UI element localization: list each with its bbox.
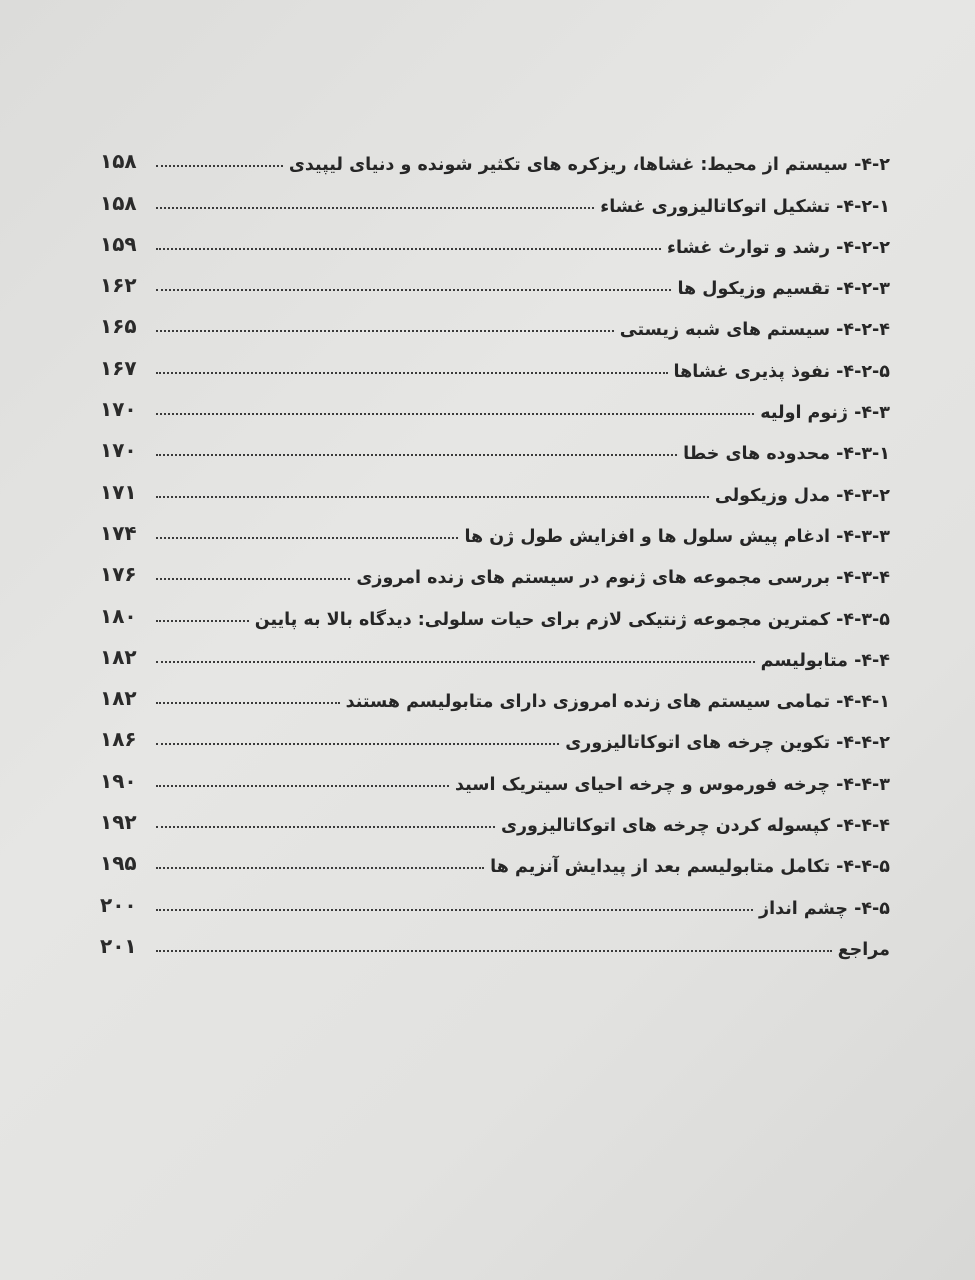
toc-page-number: ۱۹۰ (100, 768, 137, 793)
toc-entry (100, 636, 890, 677)
toc-entry (100, 553, 890, 594)
toc-dot-leader (156, 330, 614, 332)
toc-entry-title: ۴-۳- ژنوم اولیه (760, 403, 890, 424)
toc-entry-title: ۴-۳-۱- محدوده های خطا (683, 444, 890, 465)
toc-dot-leader (156, 743, 559, 745)
toc-page-number: ۲۰۰ (100, 892, 137, 917)
toc-dot-leader (156, 454, 677, 456)
toc-entry (100, 883, 890, 924)
toc-entry (100, 677, 890, 718)
toc-entry-title: ۴-۴-۴- کپسوله کردن چرخه های اتوکاتالیزوری (500, 816, 890, 837)
toc-entry (100, 801, 890, 842)
toc-entry-title: ۴-۲- سیستم از محیط: غشاها، ریزکره های تکثیر شونده و دنیای لیپیدی (288, 155, 890, 176)
toc-entry (100, 181, 890, 222)
toc-dot-leader (156, 785, 449, 787)
toc-entry-title: ۴-۴-۳- چرخه فورموس و چرخه احیای سیتریک اسید (455, 774, 890, 795)
toc-entry (100, 759, 890, 800)
toc-entry-title: ۴-۳-۳- ادغام پیش سلول ها و افزایش طول ژن ها (464, 526, 890, 547)
toc-dot-leader (156, 496, 709, 498)
toc-page-number: ۱۹۲ (100, 810, 137, 835)
toc-dot-leader (156, 950, 832, 952)
toc-page-number: ۲۰۱ (100, 933, 137, 958)
toc-page-number: ۱۵۹ (100, 231, 137, 256)
toc-entry-title: ۴-۴- متابولیسم (760, 650, 890, 671)
toc-entry-title: ۴-۵- چشم انداز (759, 898, 890, 919)
toc-page-number: ۱۵۸ (100, 190, 137, 215)
toc-dot-leader (156, 702, 340, 704)
toc-page-number: ۱۷۶ (100, 562, 137, 587)
toc-entry (100, 842, 890, 883)
toc-dot-leader (156, 537, 458, 539)
toc-entry (100, 594, 890, 635)
toc-dot-leader (156, 413, 754, 415)
toc-page-number: ۱۷۴ (100, 520, 137, 545)
toc-entry (100, 718, 890, 759)
toc-entry-title: ۴-۲-۴- سیستم های شبه زیستی (619, 320, 890, 341)
toc-entry (100, 346, 890, 387)
toc-page-number: ۱۷۰ (100, 397, 137, 422)
toc-dot-leader (156, 289, 671, 291)
toc-dot-leader (156, 620, 249, 622)
toc-page-number: ۱۸۰ (100, 603, 137, 628)
toc-entry-title: ۴-۲-۳- تقسیم وزیکول ها (677, 279, 890, 300)
toc-page-number: ۱۸۲ (100, 686, 137, 711)
toc-dot-leader (156, 826, 495, 828)
toc-dot-leader (156, 372, 668, 374)
toc-entry (100, 264, 890, 305)
toc-entry-title: ۴-۴-۱- تمامی سیستم های زنده امروزی دارای متابولیسم هستند (345, 692, 890, 713)
toc-entry (100, 305, 890, 346)
toc-dot-leader (156, 207, 594, 209)
toc-page-number: ۱۸۲ (100, 644, 137, 669)
toc-page-number: ۱۷۱ (100, 479, 137, 504)
toc-dot-leader (156, 248, 661, 250)
toc-entry-title: ۴-۳-۲- مدل وزیکولی (714, 485, 890, 506)
toc-entry (100, 512, 890, 553)
toc-entry-title: مراجع (837, 939, 890, 960)
toc-entry-title: ۴-۴-۲- تکوین چرخه های اتوکاتالیزوری (565, 733, 890, 754)
toc-page-number: ۱۸۶ (100, 727, 137, 752)
table-of-contents (100, 140, 890, 966)
toc-entry (100, 388, 890, 429)
toc-page-number: ۱۷۰ (100, 438, 137, 463)
toc-dot-leader (156, 578, 350, 580)
toc-entry (100, 925, 890, 966)
toc-dot-leader (156, 867, 484, 869)
toc-page-number: ۱۵۸ (100, 149, 137, 174)
toc-entry-title: ۴-۲-۵- نفوذ پذیری غشاها (673, 361, 890, 382)
toc-page-number: ۱۶۲ (100, 273, 137, 298)
toc-entry (100, 470, 890, 511)
toc-dot-leader (156, 165, 283, 167)
toc-entry (100, 223, 890, 264)
toc-page-number: ۱۹۵ (100, 851, 137, 876)
toc-entry-title: ۴-۴-۵- تکامل متابولیسم بعد از پیدایش آنزیم ها (490, 857, 890, 878)
toc-dot-leader (156, 661, 755, 663)
toc-entry (100, 140, 890, 181)
toc-page-number: ۱۶۵ (100, 314, 137, 339)
toc-entry (100, 429, 890, 470)
toc-entry-title: ۴-۳-۵- کمترین مجموعه ژنتیکی لازم برای حیات سلولی: دیدگاه بالا به پایین (254, 609, 890, 630)
toc-entry-title: ۴-۲-۲- رشد و توارث غشاء (667, 237, 890, 258)
toc-entry-title: ۴-۳-۴- بررسی مجموعه های ژنوم در سیستم های زنده امروزی (356, 568, 890, 589)
toc-dot-leader (156, 909, 753, 911)
toc-entry-title: ۴-۲-۱- تشکیل اتوکاتالیزوری غشاء (600, 196, 890, 217)
toc-page-number: ۱۶۷ (100, 355, 137, 380)
